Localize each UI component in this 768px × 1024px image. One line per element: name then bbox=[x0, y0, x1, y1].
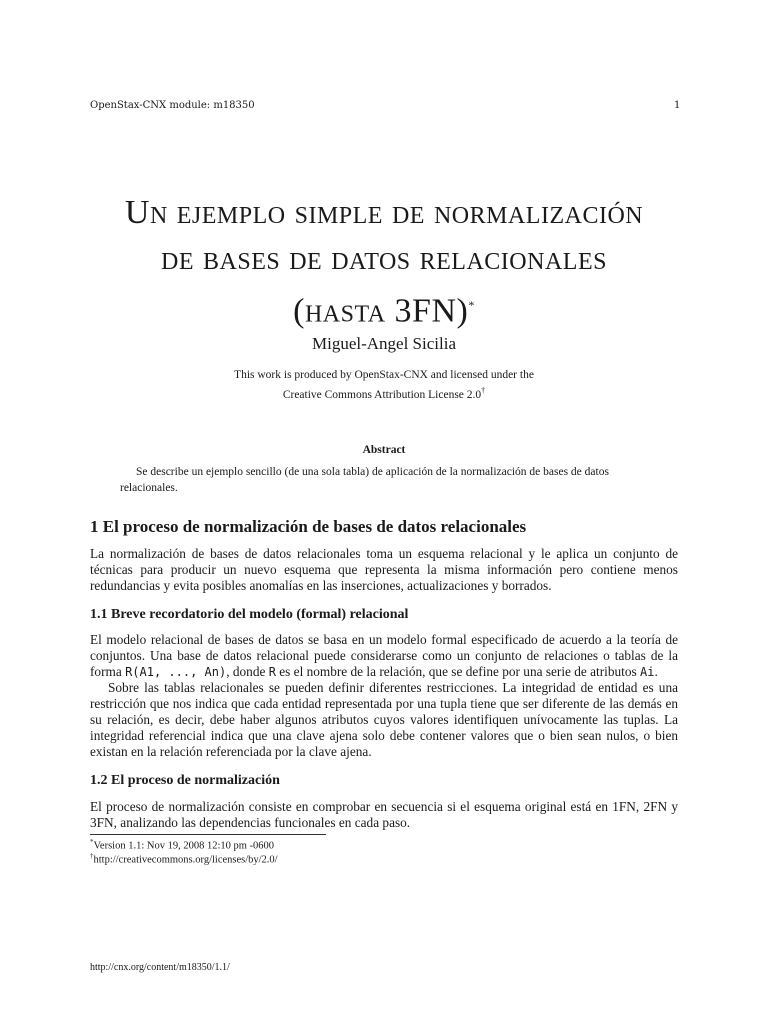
section-1-1-heading: 1.1 Breve recordatorio del modelo (formal) relacional bbox=[90, 607, 409, 622]
para-text-d: . bbox=[654, 664, 658, 679]
footer-url[interactable]: http://cnx.org/content/m18350/1.1/ bbox=[90, 962, 230, 973]
section-1-2-paragraph: El proceso de normalización consiste en comprobar en secuencia si el esquema original está en 1FN, 2FN y 3FN, analizando las dependencias funcionales en cada paso. bbox=[90, 799, 678, 830]
license-line-2-text: Creative Commons Attribution License 2.0 bbox=[282, 388, 482, 401]
footnote-2-marker: † bbox=[90, 852, 94, 860]
author-name: Miguel-Angel Sicilia bbox=[311, 334, 456, 353]
section-1-heading: 1 El proceso de normalización de bases de datos relacionales bbox=[90, 517, 527, 536]
title-line-3 bbox=[80, 282, 688, 334]
code-attribute: Ai bbox=[640, 665, 655, 679]
footnote-rule bbox=[90, 834, 326, 835]
license-line-1: This work is produced by OpenStax-CNX and licensed under the bbox=[234, 369, 534, 381]
footnote-1 bbox=[90, 838, 274, 852]
license-notice bbox=[80, 367, 688, 403]
title-line-3-text: (hasta 3FN) bbox=[293, 292, 469, 330]
para-text-b: , donde bbox=[226, 664, 269, 679]
para-text-a: El modelo relacional de bases de datos se basa en un modelo formal especificado de acuerdo a la teoría de conjuntos. Una base de datos relacional puede considerarse como un conjunto de relaciones o tablas de la forma bbox=[90, 632, 678, 679]
footnote-1-text: Version 1.1: Nov 19, 2008 12:10 pm -0600 bbox=[93, 840, 275, 852]
section-1-1-paragraph-2: Sobre las tablas relacionales se pueden definir diferentes restricciones. La integridad de entidad es una restricción que nos indica que cada entidad representada por una tupla tiene que ser diferente de las demás en su relación, es decir, debe haber algunos atributos cuyos valores identifiquen unívocamente las tuplas. La integridad referencial indica que una clave ajena solo debe contener valores que o bien sean nulos, o bien existan en la relación referenciada por la clave ajena. bbox=[90, 680, 678, 759]
footnote-1-marker: * bbox=[90, 838, 94, 846]
code-relation-name: R bbox=[268, 665, 276, 679]
section-1-1-paragraph-1 bbox=[90, 632, 678, 680]
para-text-c: es el nombre de la relación, que se define por una serie de atributos bbox=[275, 664, 640, 679]
title-line-1: Un ejemplo simple de normalización bbox=[124, 194, 644, 231]
document-title bbox=[80, 190, 688, 334]
abstract-text: Se describe un ejemplo sencillo (de una sola tabla) de aplicación de la normalización de bases de datos relacionales. bbox=[120, 466, 609, 494]
code-relation-form: R(A1, ..., An) bbox=[125, 665, 227, 679]
section-1-2-heading: 1.2 El proceso de normalización bbox=[90, 773, 280, 788]
page-number: 1 bbox=[674, 100, 681, 111]
license-footnote-marker[interactable]: † bbox=[481, 386, 486, 395]
section-1-paragraph: La normalización de bases de datos relacionales toma un esquema relacional y le aplica un conjunto de técnicas para producir un nuevo esquema que representa la misma información pero contiene menos redundancias y evita posibles anomalías en las inserciones, actualizaciones y borrados. bbox=[90, 546, 678, 593]
license-line-2 bbox=[80, 383, 688, 403]
abstract-heading: Abstract bbox=[362, 444, 406, 456]
title-footnote-marker[interactable]: * bbox=[468, 298, 475, 312]
footnote-2-link[interactable]: http://creativecommons.org/licenses/by/2.0/ bbox=[93, 854, 278, 866]
running-header: OpenStax-CNX module: m18350 bbox=[90, 100, 255, 111]
title-line-2: de bases de datos relacionales bbox=[161, 240, 607, 277]
footnote-2 bbox=[90, 852, 278, 866]
